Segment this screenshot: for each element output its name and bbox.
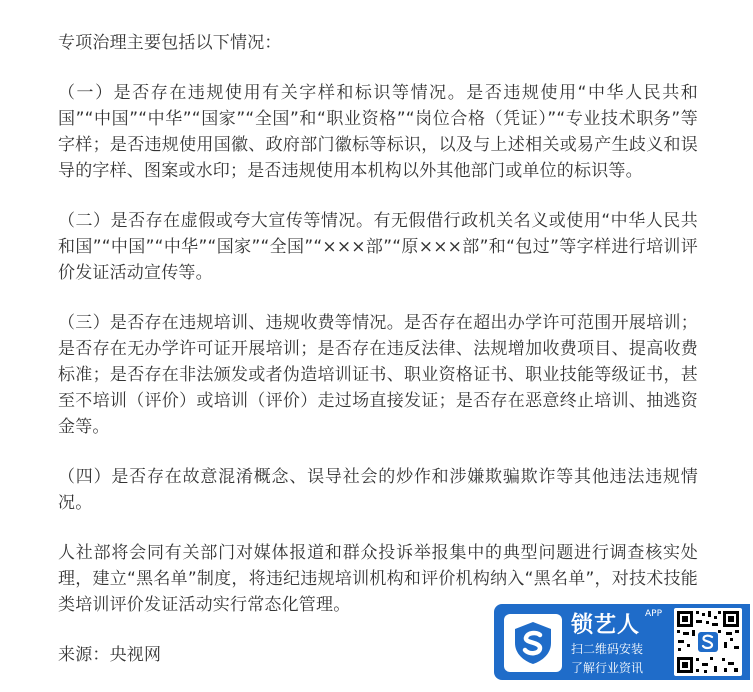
article-item-4: （四）是否存在故意混淆概念、误导社会的炒作和涉嫌欺骗欺诈等其他违法违规情况。 bbox=[58, 467, 698, 513]
shield-s-logo-icon bbox=[504, 614, 562, 672]
article-intro: 专项治理主要包括以下情况： bbox=[58, 33, 282, 53]
app-promo-banner[interactable] bbox=[494, 604, 750, 680]
article-item-1: （一）是否存在违规使用有关字样和标识等情况。是否违规使用“中华人民共和国”“中国”“中华”“国家”“全国”和“职业资格”“岗位合格（凭证）”“专业技术职务”等字样；是否违规使用国徽、政府部门徽标等标识，以及与上述相关或易产生歧义和误导的字样、图案或水印；是否违规使用本机构以外其他部门或单位的标识等。 bbox=[58, 83, 698, 181]
article-source: 来源：央视网 bbox=[58, 645, 162, 665]
promo-scan-text: 扫二维码安装 bbox=[571, 642, 644, 656]
article-closing: 人社部将会同有关部门对媒体报道和群众投诉举报集中的典型问题进行调查核实处理，建立“黑名单”制度，将违纪违规培训机构和评价机构纳入“黑名单”，对技术技能类培训评价发证活动实行常态化管理。 bbox=[58, 543, 698, 615]
article-item-3: （三）是否存在违规培训、违规收费等情况。是否存在超出办学许可范围开展培训；是否存在无办学许可证开展培训；是否存在违反法律、法规增加收费项目、提高收费标准；是否存在非法颁发或者伪造培训证书、职业资格证书、职业技能等级证书，甚至不培训（评价）或培训（评价）走过场直接发证；是否存在恶意终止培训、抽逃资金等。 bbox=[58, 313, 698, 437]
article-body bbox=[58, 30, 698, 692]
promo-info-text: 了解行业资讯 bbox=[571, 661, 644, 675]
qr-code-icon[interactable] bbox=[674, 608, 742, 676]
promo-brand-name: 锁艺人 bbox=[571, 613, 641, 638]
article-item-2: （二）是否存在虚假或夸大宣传等情况。有无假借行政机关名义或使用“中华人民共和国”“中国”“中华”“国家”“全国”“×××部”“原×××部”和“包过”等字样进行培训评价发证活动宣传等。 bbox=[58, 211, 698, 283]
promo-app-tag: APP bbox=[645, 609, 663, 619]
